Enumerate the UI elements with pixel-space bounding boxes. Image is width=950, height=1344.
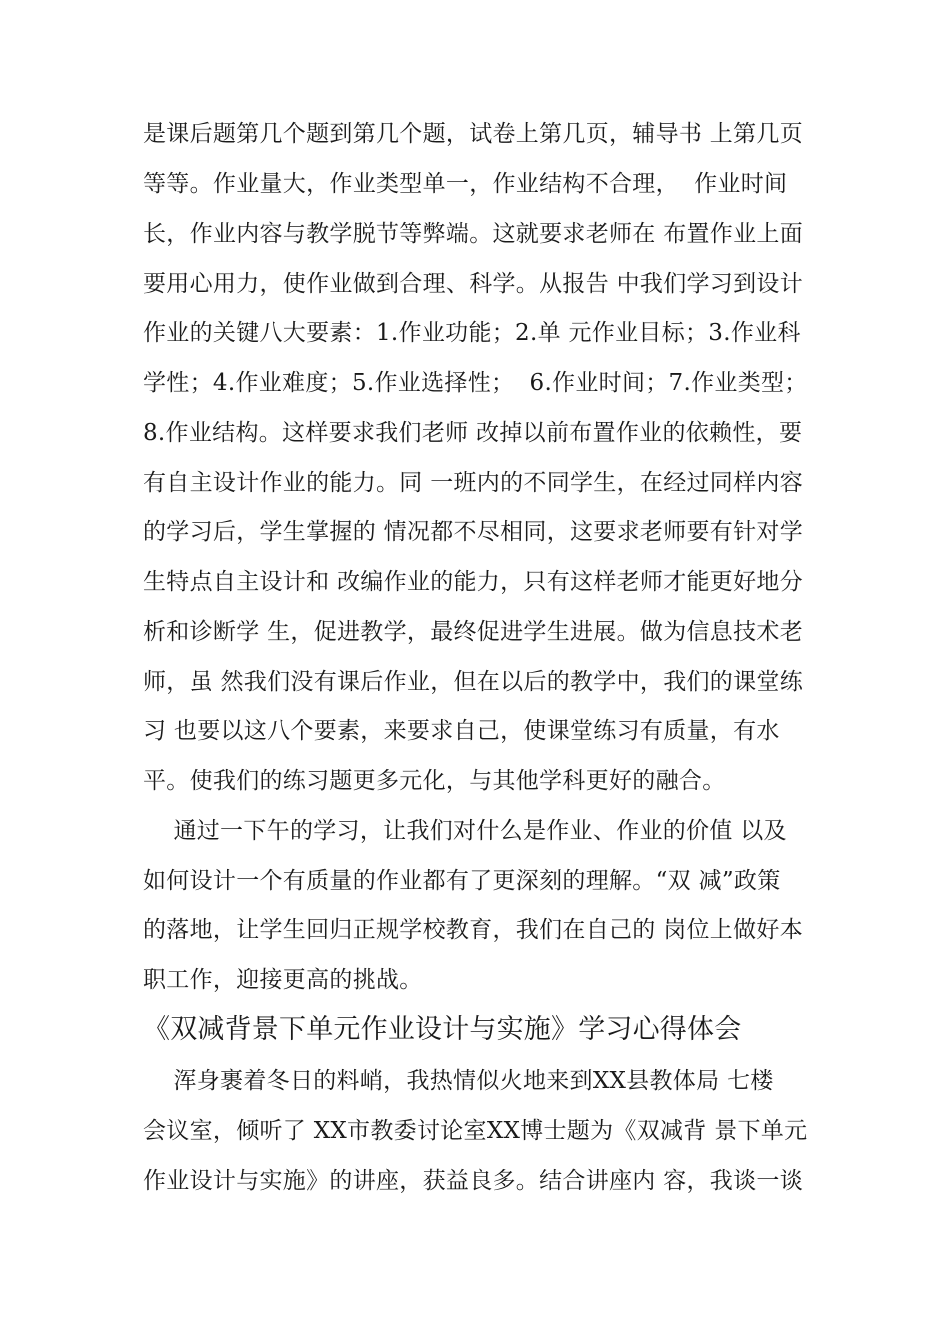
text-line: 会议室，倾听了 XX市教委讨论室XX博士题为《双减背 景下单元 xyxy=(143,1118,808,1144)
paragraph-first-line: 浑身裹着冬日的料峭，我热情似火地来到XX县教体局 七楼 xyxy=(143,1068,774,1094)
text-line: 等等。作业量大，作业类型单一，作业结构不合理， 作业时间 xyxy=(143,171,788,197)
text-line: 要用心用力，使作业做到合理、科学。从报告 中我们学习到设计 xyxy=(143,271,804,297)
text-line: 8.作业结构。这样要求我们老师 改掉以前布置作业的依赖性，要 xyxy=(143,420,803,446)
text-line: 平。使我们的练习题更多元化，与其他学科更好的融合。 xyxy=(143,768,726,794)
text-line: 的落地，让学生回归正规学校教育，我们在自己的 岗位上做好本 xyxy=(143,917,804,943)
section-title: 《双减背景下单元作业设计与实施》学习心得体会 xyxy=(143,1014,742,1045)
text-line: 学性；4.作业难度；5.作业选择性； 6.作业时间；7.作业类型； xyxy=(143,370,808,396)
paragraph-first-line: 通过一下午的学习，让我们对什么是作业、作业的价值 以及 xyxy=(143,818,787,844)
text-line: 长，作业内容与教学脱节等弊端。这就要求老师在 布置作业上面 xyxy=(143,221,804,247)
text-line: 生特点自主设计和 改编作业的能力，只有这样老师才能更好地分 xyxy=(143,569,804,595)
text-line: 作业的关键八大要素：1.作业功能；2.单 元作业目标；3.作业科 xyxy=(143,320,801,346)
text-line: 的学习后，学生掌握的 情况都不尽相同，这要求老师要有针对学 xyxy=(143,519,804,545)
text-line: 有自主设计作业的能力。同 一班内的不同学生，在经过同样内容 xyxy=(143,470,804,496)
text-line: 作业设计与实施》的讲座，获益良多。结合讲座内 容，我谈一谈 xyxy=(143,1168,804,1194)
text-line: 析和诊断学 生，促进教学，最终促进学生进展。做为信息技术老 xyxy=(143,619,804,645)
text-line: 职工作，迎接更高的挑战。 xyxy=(143,967,423,993)
text-line: 习 也要以这八个要素，来要求自己，使课堂练习有质量，有水 xyxy=(143,718,780,744)
text-line: 师，虽 然我们没有课后作业，但在以后的教学中，我们的课堂练 xyxy=(143,669,804,695)
text-line: 如何设计一个有质量的作业都有了更深刻的理解。“双 减”政策 xyxy=(143,868,781,894)
text-line: 是课后题第几个题到第几个题，试卷上第几页，辅导书 上第几页 xyxy=(143,121,804,147)
